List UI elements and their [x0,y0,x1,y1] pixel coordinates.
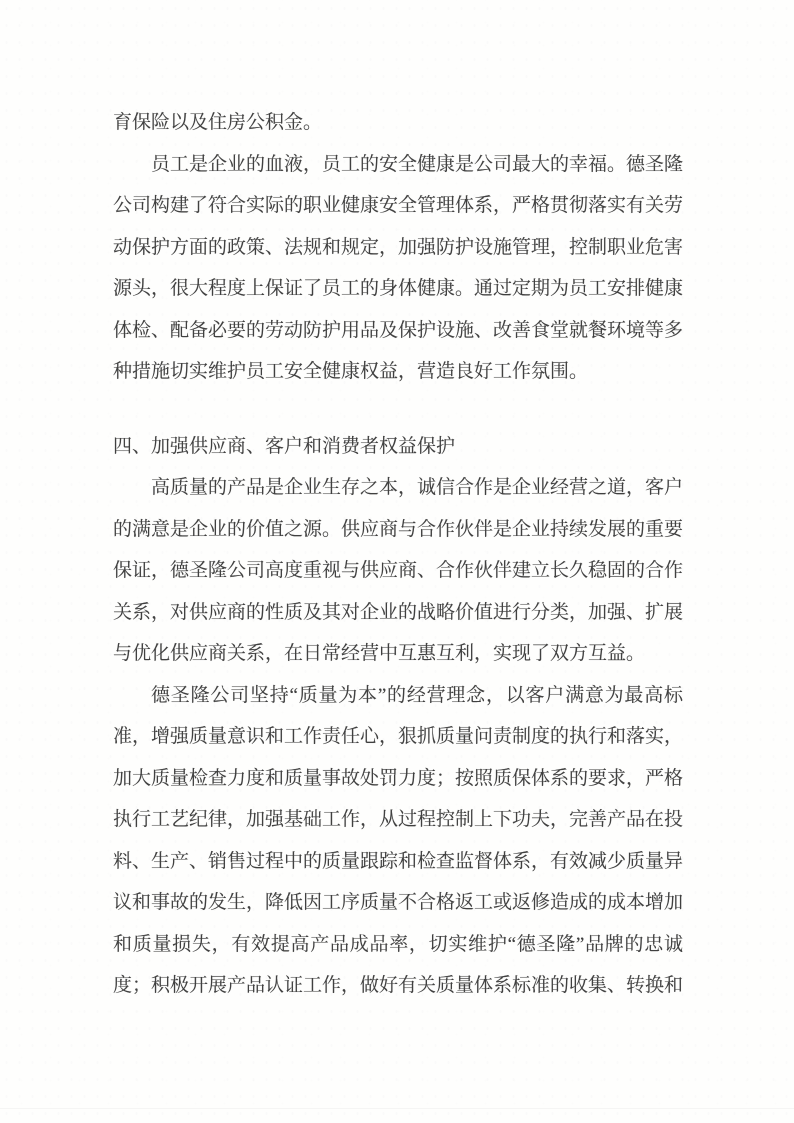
paragraph [113,102,683,144]
text-line: 员工是企业的血液，员工的安全健康是公司最大的幸福。德圣隆 [151,153,684,175]
scan-artifact-line [0,1108,794,1109]
paragraph-gap [113,393,683,426]
text-line: 关系，对供应商的性质及其对企业的战略价值进行分类，加强、扩展 [113,601,684,623]
text-line: 动保护方面的政策、法规和规定，加强防护设施管理，控制职业危害 [113,236,684,258]
text-line: 育保险以及住房公积金。 [113,112,323,133]
text-line: 执行工艺纪律，加强基础工作，从过程控制上下功夫，完善产品在投 [113,809,684,830]
text-line: 准，增强质量意识和工作责任心，狠抓质量问责制度的执行和落实， [113,726,684,747]
text-line: 和质量损失，有效提高产品成品率，切实维护“德圣隆”品牌的忠诚 [113,933,683,955]
text-line: 的满意是企业的价值之源。供应商与合作伙伴是企业持续发展的重要 [113,518,684,540]
text-line: 加大质量检查力度和质量事故处罚力度；按照质保体系的要求，严格 [113,767,684,789]
text-line: 料、生产、销售过程中的质量跟踪和检查监督体系，有效减少质量异 [113,850,684,872]
text-line: 保证，德圣隆公司高度重视与供应商、合作伙伴建立长久稳固的合作 [113,560,684,581]
text-line: 公司构建了符合实际的职业健康安全管理体系，严格贯彻落实有关劳 [113,195,684,216]
heading-text-line: 四、加强供应商、客户和消费者权益保护 [113,435,456,457]
text-line: 德圣隆公司坚持“质量为本”的经营理念，以客户满意为最高标 [151,684,683,706]
paragraph [113,467,683,675]
paragraph [113,675,683,1007]
document-text-block [113,102,683,1007]
section-heading [113,426,683,468]
text-line: 种措施切实维护员工安全健康权益，营造良好工作氛围。 [113,361,589,382]
text-line: 高质量的产品是企业生存之本，诚信合作是企业经营之道，客户 [151,477,684,498]
text-line: 议和事故的发生，降低因工序质量不合格返工或返修造成的成本增加 [113,892,684,913]
text-line: 度；积极开展产品认证工作，做好有关质量体系标准的收集、转换和 [113,975,684,996]
text-line: 与优化供应商关系，在日常经营中互惠互利，实现了双方互益。 [113,643,646,664]
text-line: 体检、配备必要的劳动防护用品及保护设施、改善食堂就餐环境等多 [113,319,684,341]
paragraph [113,144,683,393]
text-line: 源头，很大程度上保证了员工的身体健康。通过定期为员工安排健康 [113,278,684,299]
